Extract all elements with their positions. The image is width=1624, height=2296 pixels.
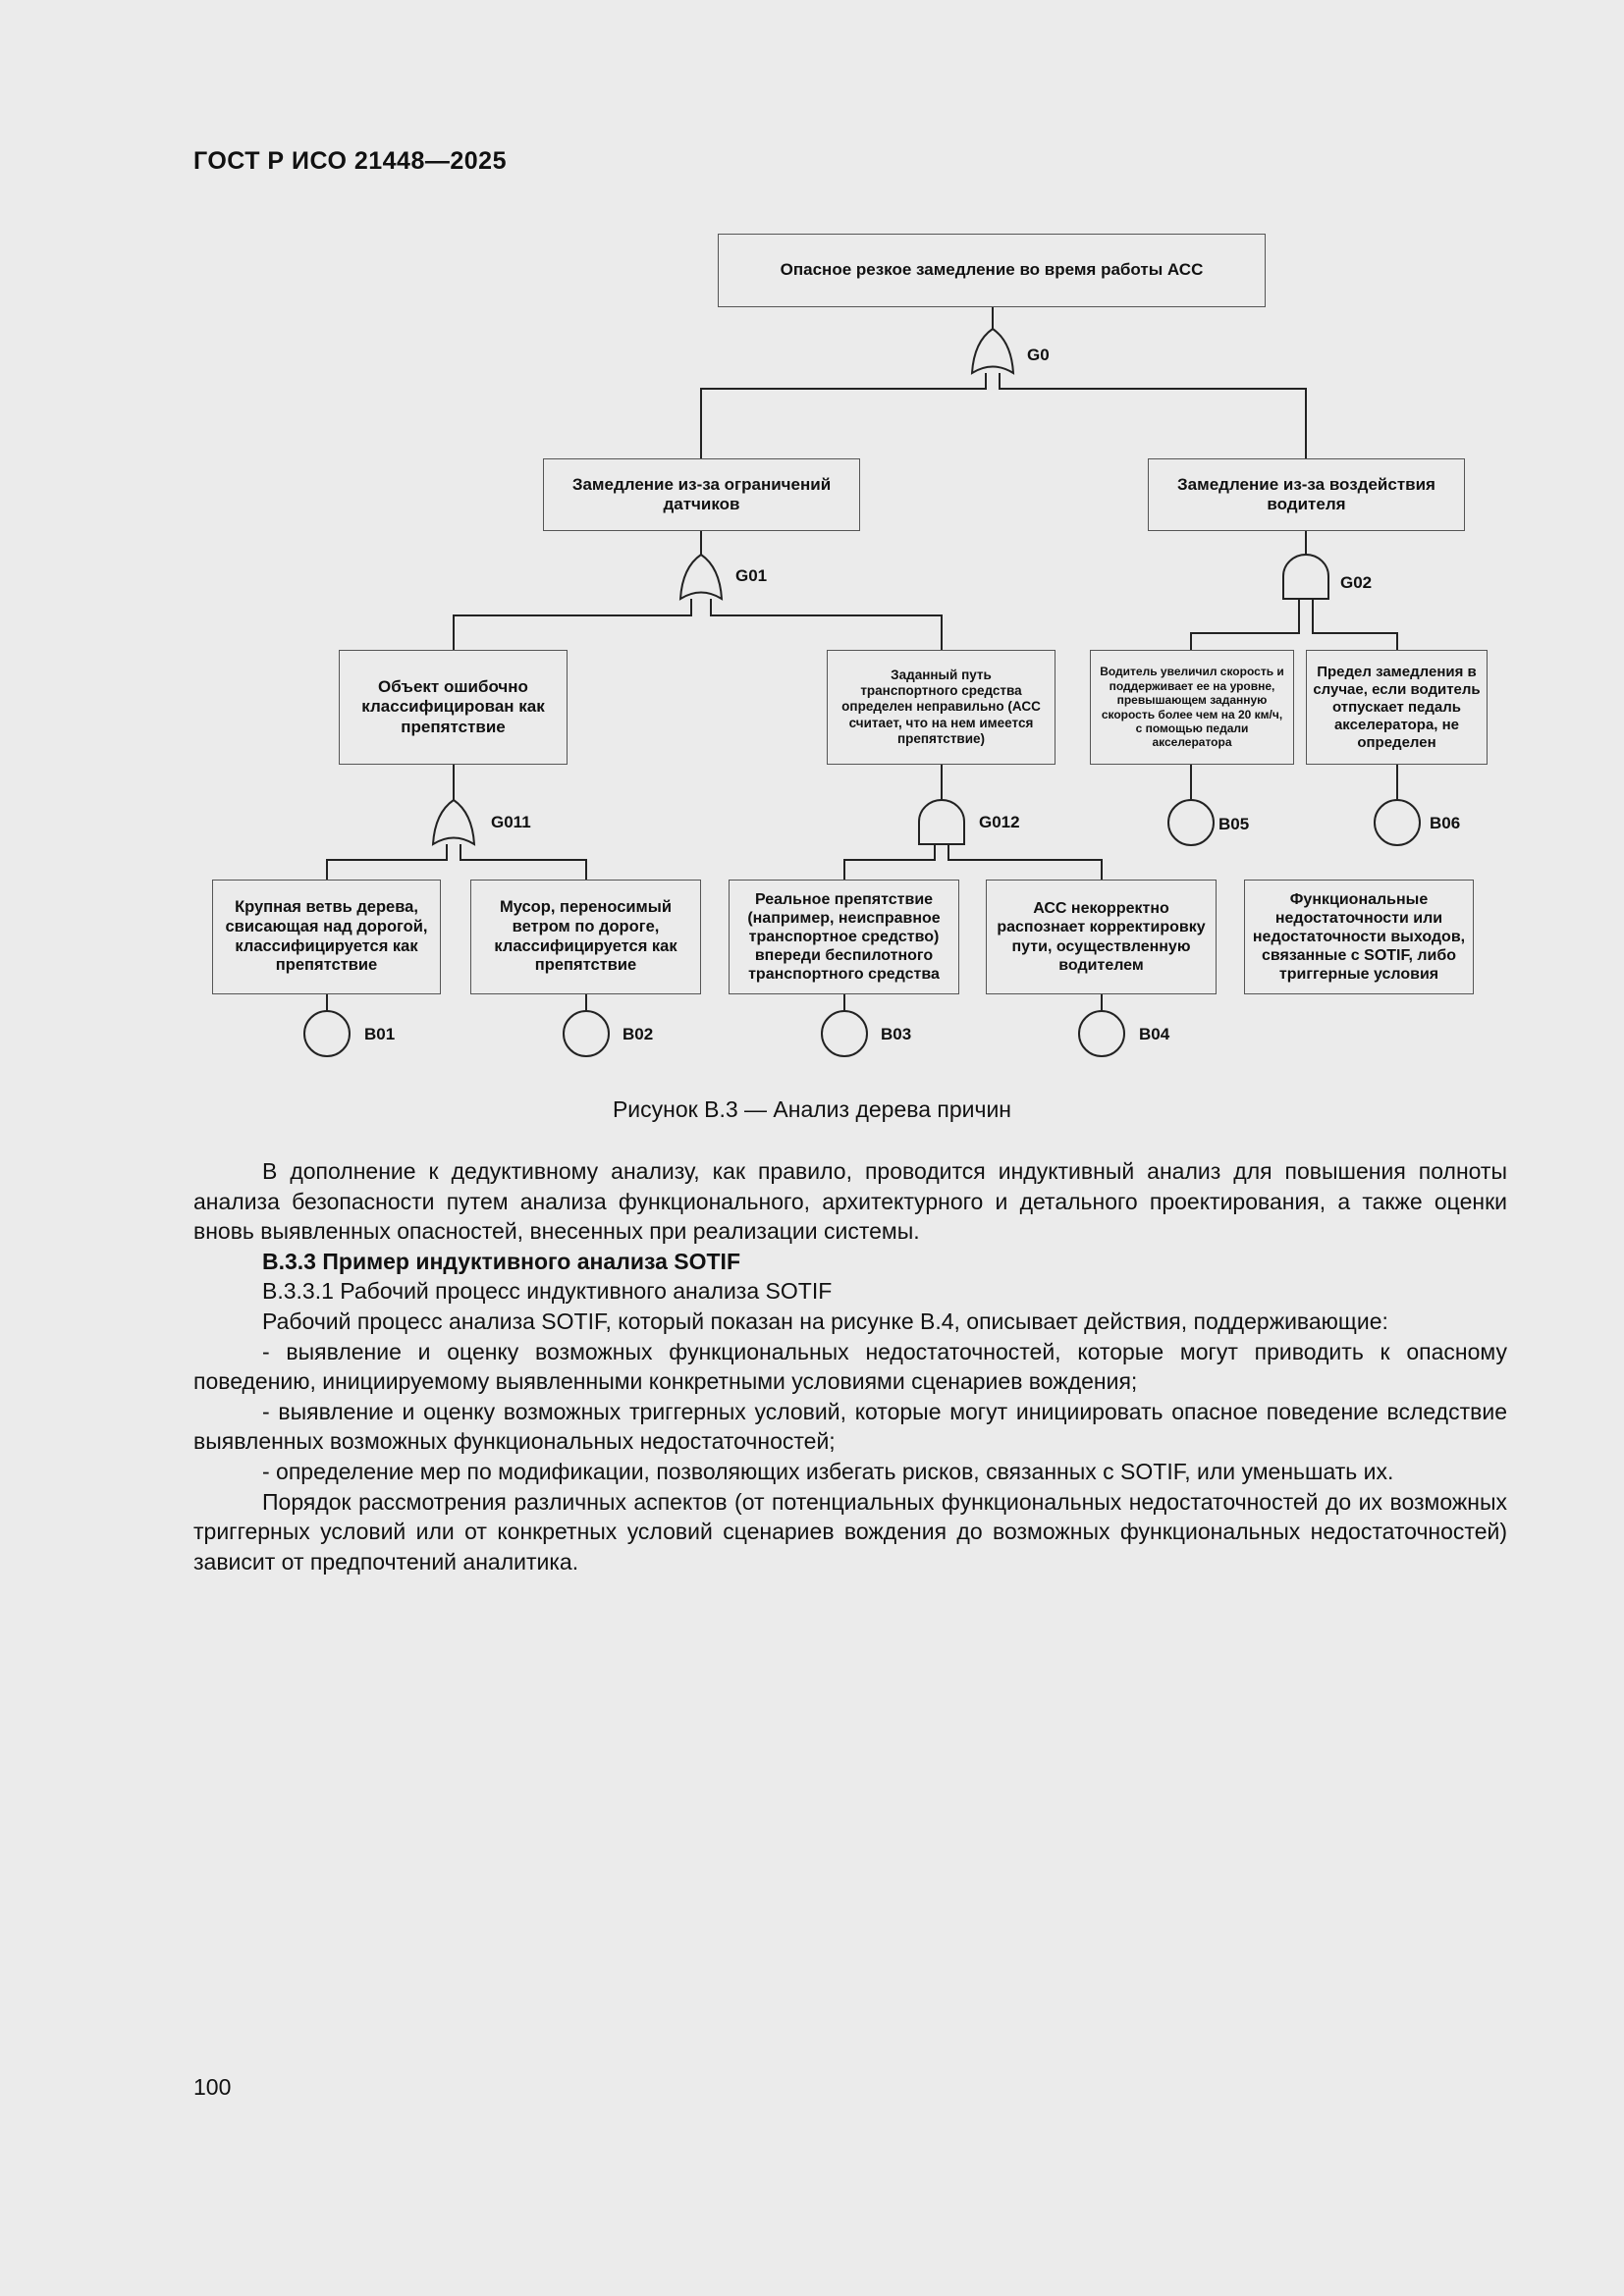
basic-label-b04: B04 [1139, 1025, 1170, 1043]
node-misclassified: Объект ошибочно классифицирован как препятствие [339, 650, 568, 765]
basic-event-b05 [1168, 800, 1214, 845]
gate-label-g02: G02 [1340, 573, 1373, 592]
subsection-heading: В.3.3.1 Рабочий процесс индуктивного анализа SOTIF [262, 1278, 833, 1305]
basic-event-b06 [1375, 800, 1420, 845]
leaf-branch: Крупная ветвь дерева, свисающая над дорогой, классифицируется как препятствие [212, 880, 441, 994]
figure-caption: Рисунок В.3 — Анализ дерева причин [612, 1096, 1012, 1122]
gate-label-g01: G01 [735, 566, 768, 585]
fault-tree-figure [0, 0, 1624, 1090]
basic-label-b06: B06 [1430, 814, 1461, 832]
body-text [193, 1156, 1507, 1576]
basic-label-b03: B03 [881, 1025, 912, 1043]
paragraph-3: Порядок рассмотрения различных аспектов (от потенциальных функциональных недостаточностей до их возможных триггерных условий или от конкретных условий сценариев вождения до возможных функциональных недостаточностей) зависит от предпочтений аналитика. [193, 1488, 1507, 1575]
and-gate-g012 [919, 800, 964, 844]
leaf-debris: Мусор, переносимый ветром по дороге, классифицируется как препятствие [470, 880, 701, 994]
page-number: 100 [193, 2074, 232, 2100]
node-sensor-limits: Замедление из-за ограничений датчиков [543, 458, 860, 531]
leaf-acc-path: АСС некорректно распознает корректировку пути, осуществленную водителем [986, 880, 1217, 994]
or-gate-g011 [433, 800, 474, 844]
and-gate-g02 [1283, 555, 1328, 599]
or-gate-g01 [680, 555, 722, 599]
list-item-3: - определение мер по модификации, позволяющих избегать рисков, связанных с SOTIF, или уменьшать их. [262, 1458, 1394, 1484]
document-header: ГОСТ Р ИСО 21448—2025 [193, 147, 507, 175]
section-heading: В.3.3 Пример индуктивного анализа SOTIF [262, 1248, 740, 1274]
node-decel-limit: Предел замедления в случае, если водитель отпускает педаль акселератора, не определен [1306, 650, 1488, 765]
basic-event-b01 [304, 1011, 350, 1056]
gate-label-g0: G0 [1027, 346, 1050, 364]
basic-event-b04 [1079, 1011, 1124, 1056]
paragraph-1: В дополнение к дедуктивному анализу, как правило, проводится индуктивный анализ для повышения полноты анализа безопасности путем анализа функционального, архитектурного и детального проектирования, а также оценки вновь выявленных опасностей, внесенных при реализации системы. [193, 1158, 1507, 1245]
basic-event-b03 [822, 1011, 867, 1056]
or-gate-g0 [972, 329, 1013, 373]
node-wrong-path: Заданный путь транспортного средства определен неправильно (АСС считает, что на нем имеется препятствие) [827, 650, 1056, 765]
leaf-functional: Функциональные недостаточности или недостаточности выходов, связанные с SOTIF, либо триггерные условия [1244, 880, 1474, 994]
gate-label-g012: G012 [979, 813, 1020, 831]
paragraph-2: Рабочий процесс анализа SOTIF, который показан на рисунке В.4, описывает действия, поддерживающие: [262, 1308, 1388, 1334]
node-driver-speed: Водитель увеличил скорость и поддерживает ее на уровне, превышающем заданную скорость более чем на 20 км/ч, с помощью педали акселератора [1090, 650, 1294, 765]
gate-label-g011: G011 [491, 813, 531, 831]
basic-event-b02 [564, 1011, 609, 1056]
node-driver-action: Замедление из-за воздействия водителя [1148, 458, 1465, 531]
leaf-real-obstacle: Реальное препятствие (например, неисправное транспортное средство) впереди беспилотного транспортного средства [729, 880, 959, 994]
basic-label-b02: B02 [623, 1025, 654, 1043]
basic-label-b05: B05 [1218, 815, 1250, 833]
list-item-1: - выявление и оценку возможных функциональных недостаточностей, которые могут приводить к опасному поведению, инициируемому выявленными конкретными условиями сценариев вождения; [193, 1338, 1507, 1395]
top-event-box: Опасное резкое замедление во время работы АСС [718, 234, 1266, 307]
list-item-2: - выявление и оценку возможных триггерных условий, которые могут инициировать опасное поведение вследствие выявленных возможных функциональных недостаточностей; [193, 1398, 1507, 1455]
basic-label-b01: B01 [364, 1025, 396, 1043]
